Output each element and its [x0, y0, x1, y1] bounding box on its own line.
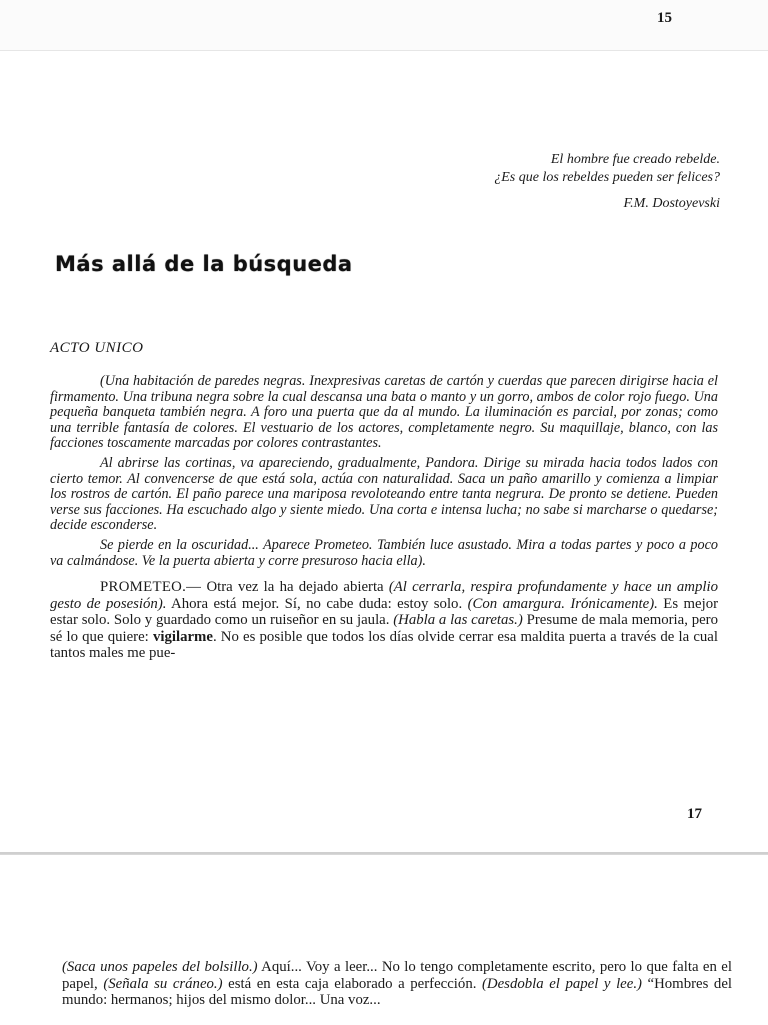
speaker-name: PROMETEO.—	[100, 579, 202, 596]
dialogue-text-5: . No es posible que todos los días olvide cerrar esa maldita puerta a través de la cual tantos males me pue-	[50, 628, 718, 662]
page-number-bottom: 17	[687, 806, 702, 822]
previous-page-strip	[0, 0, 768, 51]
dialogue-text-4: Presume de mala memoria, pero sé lo que quiere:	[50, 612, 718, 645]
dialogue-emphasis: vigilarme	[152, 628, 213, 645]
next-direction-3: (Desdobla el papel y lee.)	[482, 975, 642, 992]
epigraph	[300, 151, 720, 213]
dialogue-prometeo	[50, 579, 718, 662]
next-page-strip	[0, 854, 768, 1025]
epigraph-line-1: El hombre fue creado rebelde.	[550, 152, 720, 167]
chapter-title: Más allá de la búsqueda	[55, 252, 353, 276]
next-direction-1: (Saca unos papeles del bolsillo.)	[62, 959, 258, 975]
dialogue-direction-1: (Al cerrarla, respira profundamente y hace un amplio gesto de posesión).	[50, 579, 718, 612]
next-direction-2: (Señala su cráneo.)	[103, 975, 223, 992]
dialogue-direction-3: (Habla a las caretas.)	[393, 612, 523, 629]
stage-direction-2: Al abrirse las cortinas, va apareciendo, gradualmente, Pandora. Dirige su mirada hacia todos lados con cierto temor. Al convencerse de que está sola, actúa con naturalidad. Saca un paño amarillo y comienza a limpiar los rostros de cartón. El paño parece una mariposa revoloteando entre tanta negrura. De pronto se detiene. Pueden verse sus facciones. Ha escuchado algo y siente miedo. Una corta e intensa lucha; no sabe si marcharse o quedarse; decide esconderse.	[50, 454, 718, 534]
stage-direction-1: (Una habitación de paredes negras. Inexpresivas caretas de cartón y cuerdas que parecen dirigirse hacia el firmamento. Una tribuna negra sobre la cual descansa una bata o manto y un gorro, ambos de color rojo fuego. Una pequeña banqueta también negra. A foro una puerta que da al mundo. La iluminación es parcial, por zonas; como una terrible fantasía de colores. El vestuario de los actores, completamente negro. Su maquillaje, blanco, con las facciones toscamente marcadas por colores contrastantes.	[50, 373, 718, 452]
page-number-top: 15	[657, 10, 672, 26]
act-heading: ACTO UNICO	[50, 340, 144, 356]
dialogue-text-3: Es mejor estar solo. Solo y guardado como un ruiseñor en su jaula.	[50, 595, 719, 629]
next-page-text	[62, 959, 732, 1009]
stage-direction-3: Se pierde en la oscuridad... Aparece Prometeo. También luce asustado. Mira a todas partes y poco a poco va calmándose. Ve la puerta abierta y corre presuroso hacia ella).	[50, 536, 718, 569]
dialogue-text-2: Ahora está mejor. Sí, no cabe duda: estoy solo.	[166, 595, 468, 612]
dialogue-text-1: Otra vez la ha dejado abierta	[201, 579, 389, 596]
next-text-2: está en esta caja elaborado a perfección.	[222, 975, 482, 992]
document-page	[0, 52, 768, 854]
dialogue-direction-2: (Con amargura. Irónicamente).	[467, 595, 658, 612]
epigraph-author: F.M. Dostoyevski	[623, 196, 720, 211]
epigraph-line-2: ¿Es que los rebeldes pueden ser felices?	[494, 170, 720, 185]
body-text	[50, 374, 718, 666]
next-text-1: Aquí... Voy a leer... No lo tengo completamente escrito, pero lo que falta en el papel,	[62, 959, 732, 992]
next-text-3: “Hombres del mundo: hermanos; hijos del mismo dolor... Una voz...	[62, 975, 732, 1008]
